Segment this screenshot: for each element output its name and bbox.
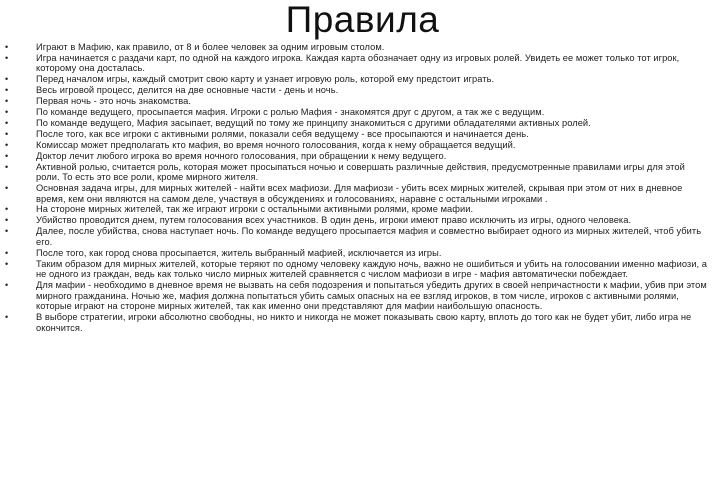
rule-item: [0, 96, 717, 107]
rule-item: [0, 140, 717, 151]
bullet-icon: •: [5, 226, 9, 237]
rule-item: [0, 74, 717, 85]
rule-text: Для мафии - необходимо в дневное время не вызвать на себя подозрения и попытаться убедить других в своей непричастности к мафии, убив при этом мирного гражданина. Ночью же, мафия должна попытаться убить самых опасных на ее взгляд игроков, в том числе, игроков с активными ролями, которые играют на стороне мирных жителей, так как именно они представляют для мафии наибольшую опасность.: [36, 280, 707, 312]
rule-text: Первая ночь - это ночь знакомства.: [36, 96, 192, 107]
rule-text: Основная задача игры, для мирных жителей - найти всех мафиози. Для мафиози - убить всех мирных жителей, скрывая при этом от них в дневное время, кем они являются на самом деле, участвуя в обсуждениях и голосованиях, наравне с остальными игроками .: [36, 182, 683, 204]
bullet-icon: •: [5, 312, 9, 323]
rule-text: Убийство проводится днем, путем голосования всех участников. В один день, игроки имеют право исключить из игры, одного человека.: [36, 215, 632, 226]
rule-item: [0, 215, 717, 226]
rule-item: [0, 226, 717, 247]
rule-item: [0, 42, 717, 53]
rule-text: Игра начинается с раздачи карт, по одной на каждого игрока. Каждая карта обозначает одну из игровых ролей. Увидеть ее может только тот игрок, которому она досталась.: [36, 52, 680, 74]
rules-list: [0, 42, 717, 334]
rule-text: Доктор лечит любого игрока во время ночного голосования, при обращении к нему ведущего.: [36, 150, 447, 161]
rule-item: [0, 129, 717, 140]
rule-text: Играют в Мафию, как правило, от 8 и более человек за одним игровым столом.: [36, 42, 385, 52]
rule-text: В выборе стратегии, игроки абсолютно свободны, но никто и никогда не может показывать свою карту, вплоть до того как не будет убит, либо игра не окончится.: [36, 312, 692, 333]
rule-item: [0, 259, 717, 280]
bullet-icon: •: [5, 161, 9, 172]
bullet-icon: •: [5, 107, 9, 118]
rule-text: Весь игровой процесс, делится на две основные части - день и ночь.: [36, 85, 339, 96]
bullet-icon: •: [5, 204, 9, 215]
rule-text: По команде ведущего, Мафия засыпает, ведущий по тому же принципу знакомиться с другими обладателями активных ролей.: [36, 117, 591, 128]
rule-item: [0, 151, 717, 162]
rule-item: [0, 312, 717, 333]
bullet-icon: •: [5, 128, 9, 139]
rule-item: [0, 85, 717, 96]
bullet-icon: •: [5, 96, 9, 107]
rule-item: [0, 53, 717, 74]
bullet-icon: •: [5, 52, 9, 63]
rule-item: [0, 107, 717, 118]
bullet-icon: •: [5, 139, 9, 150]
bullet-icon: •: [5, 74, 9, 85]
rule-text: Далее, после убийства, снова наступает ночь. По команде ведущего просыпается мафия и совместно выбирает одного из мирных жителей, чтоб убить его.: [36, 226, 702, 247]
bullet-icon: •: [5, 247, 9, 258]
bullet-icon: •: [5, 85, 9, 96]
rule-item: [0, 183, 717, 204]
rule-item: [0, 204, 717, 215]
rule-item: [0, 280, 717, 312]
bullet-icon: •: [5, 150, 9, 161]
rule-item: [0, 162, 717, 183]
bullet-icon: •: [5, 42, 9, 52]
rule-text: После того, как все игроки с активными ролями, показали себя ведущему - все просыпаются и начинается день.: [36, 128, 529, 139]
rule-item: [0, 248, 717, 259]
rule-text: После того, как город снова просыпается, житель выбранный мафией, исключается из игры.: [36, 247, 442, 258]
bullet-icon: •: [5, 182, 9, 193]
rule-text: Перед началом игры, каждый смотрит свою карту и узнает игровую роль, которой ему предстоит играть.: [36, 74, 495, 85]
bullet-icon: •: [5, 117, 9, 128]
rule-text: Комиссар может предполагать кто мафия, во время ночного голосования, когда к нему обращается ведущий.: [36, 139, 516, 150]
rule-text: Активной ролью, считается роль, которая может просыпаться ночью и совершать различные действия, предусмотренные правилами игры для этой роли. То есть это все роли, кроме мирного жителя.: [36, 161, 685, 183]
bullet-icon: •: [5, 258, 9, 269]
bullet-icon: •: [5, 215, 9, 226]
page-title: Правила: [285, 0, 440, 40]
bullet-icon: •: [5, 280, 9, 291]
rule-item: [0, 118, 717, 129]
rule-text: По команде ведущего, просыпается мафия. Игроки с ролью Мафия - знакомятся друг с другом, а так же с ведущим.: [36, 107, 545, 118]
rule-text: Таким образом для мирных жителей, которые теряют по одному человеку каждую ночь, важно не ошибиться и убить на голосовании именно мафиози, а не одного из граждан, ведь как только число мирных жителей сравняется с числом мафиози в игре - мафия автоматически побеждает.: [36, 258, 707, 280]
rule-text: На стороне мирных жителей, так же играют игроки с остальными активными ролями, кроме мафии.: [36, 204, 474, 215]
